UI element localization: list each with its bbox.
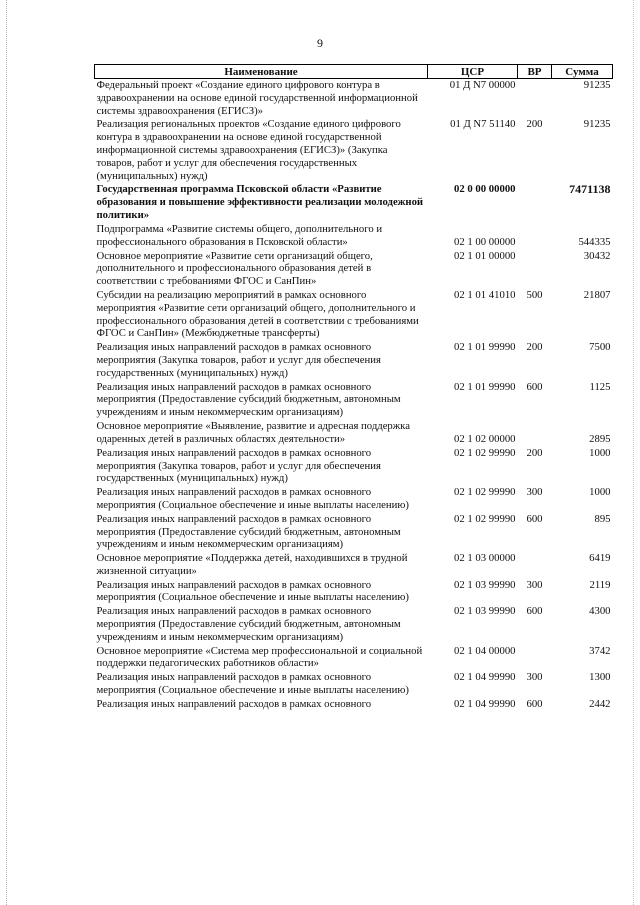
table-row [95, 698, 613, 712]
cell-name: Основное мероприятие «Поддержка детей, находившихся в трудной жизненной ситуации» [96, 552, 408, 577]
scan-edge-right [633, 0, 634, 905]
cell-csr: 02 1 04 99990 [454, 697, 516, 710]
table-row [95, 118, 613, 183]
table-row [95, 579, 613, 606]
cell-csr: 02 1 01 99990 [454, 380, 516, 393]
header-csr: ЦСР [428, 65, 518, 79]
table-row [95, 341, 613, 380]
table-row [95, 645, 613, 672]
cell-vr: 300 [526, 578, 543, 591]
cell-name: Реализация иных направлений расходов в рамках основного мероприятия (Предоставление субсидий бюджетным, автономным учреждениям и иным некоммерческим организациям) [96, 605, 401, 643]
scan-edge-left [6, 0, 7, 905]
header-sum: Сумма [552, 65, 613, 79]
cell-name: Реализация иных направлений расходов в рамках основного мероприятия (Закупка товаров, работ и услуг для обеспечения государственных (муниципальных) нужд) [96, 446, 381, 485]
cell-vr: 600 [526, 380, 543, 393]
cell-vr: 600 [526, 512, 543, 525]
table-row [95, 486, 613, 513]
cell-vr: 200 [526, 341, 543, 354]
table-row [95, 289, 613, 341]
cell-vr [518, 552, 552, 579]
cell-vr [518, 223, 552, 250]
cell-name: Основное мероприятие «Выявление, развитие и адресная поддержка одаренных детей в различных областях деятельности» [96, 419, 410, 445]
table-row [95, 605, 613, 644]
cell-csr: 02 1 03 00000 [454, 552, 516, 565]
table-row [95, 250, 613, 289]
cell-sum: 1300 [589, 671, 611, 684]
cell-sum: 544335 [578, 235, 611, 248]
cell-vr [518, 645, 552, 672]
cell-name: Реализация иных направлений расходов в рамках основного мероприятия (Предоставление субсидий бюджетным, автономным учреждениям и иным некоммерческим организациям) [96, 380, 401, 419]
budget-table [94, 64, 613, 712]
cell-sum: 2895 [589, 432, 611, 445]
header-vr: ВР [518, 65, 552, 79]
cell-vr: 200 [526, 118, 543, 131]
cell-sum: 1125 [589, 380, 611, 393]
cell-name: Реализация региональных проектов «Создание единого цифрового контура в здравоохранении на основе единой государственной информационной системы здравоохранения (ЕГИСЗ)» (Закупка товаров, работ и услуг для обеспечения государственных (муниципальных) нужд) [96, 118, 401, 182]
cell-name: Субсидии на реализацию мероприятий в рамках основного мероприятия «Развитие сети организаций общего, дополнительного и профессионального образования детей в соответствии с требованиями ФГОС и СанПин» (Межбюджетные трансферты) [96, 288, 419, 340]
cell-vr: 300 [526, 486, 543, 499]
cell-csr: 02 1 00 00000 [454, 235, 516, 248]
table-row [95, 552, 613, 579]
table-row [95, 671, 613, 698]
cell-name: Реализация иных направлений расходов в рамках основного мероприятия (Предоставление субсидий бюджетным, автономным учреждениям и иным некоммерческим организациям) [96, 512, 401, 551]
cell-name: Реализация иных направлений расходов в рамках основного мероприятия (Социальное обеспечение и иные выплаты населению) [96, 671, 409, 697]
cell-sum: 2119 [589, 578, 611, 591]
page-number: 9 [317, 36, 323, 50]
cell-vr: 300 [526, 671, 543, 684]
cell-sum: 7471138 [569, 182, 611, 197]
table-body [95, 79, 613, 712]
cell-name: Реализация иных направлений расходов в рамках основного мероприятия (Закупка товаров, работ и услуг для обеспечения государственных (муниципальных) нужд) [96, 341, 381, 379]
cell-vr [518, 250, 552, 289]
cell-sum: 1000 [589, 446, 611, 459]
cell-csr: 02 1 03 99990 [454, 605, 516, 618]
cell-vr [518, 79, 552, 119]
cell-sum: 6419 [589, 552, 611, 565]
header-name: Наименование [95, 65, 428, 79]
table-row [95, 223, 613, 250]
cell-csr: 02 0 00 00000 [454, 183, 516, 196]
cell-name: Основное мероприятие «Развитие сети организаций общего, дополнительного и профессионального образования детей в соответствии с требованиями ФГОС и СанПин» [96, 249, 373, 288]
table-row [95, 447, 613, 486]
cell-vr [518, 420, 552, 447]
table-row [95, 79, 613, 119]
cell-sum: 21807 [583, 288, 611, 301]
cell-vr: 600 [526, 605, 543, 618]
cell-sum: 91235 [583, 118, 611, 131]
cell-csr: 01 Д N7 51140 [450, 118, 516, 131]
cell-sum: 895 [594, 512, 611, 525]
cell-vr [518, 183, 552, 222]
cell-csr: 02 1 02 99990 [454, 486, 516, 499]
cell-csr: 02 1 01 00000 [454, 249, 516, 262]
table-row [95, 381, 613, 420]
cell-csr: 02 1 02 99990 [454, 446, 516, 459]
table-row [95, 420, 613, 447]
cell-csr: 02 1 04 00000 [454, 644, 516, 657]
cell-sum: 2442 [589, 697, 611, 710]
cell-csr: 02 1 03 99990 [454, 578, 516, 591]
cell-sum: 7500 [589, 341, 611, 354]
cell-sum: 3742 [589, 644, 611, 657]
cell-vr: 600 [526, 697, 543, 710]
table-header-row [95, 65, 613, 79]
cell-csr: 02 1 02 99990 [454, 512, 516, 525]
cell-name: Реализация иных направлений расходов в рамках основного [96, 697, 372, 710]
cell-name: Основное мероприятие «Система мер профессиональной и социальной поддержки педагогических работников области» [96, 644, 423, 670]
cell-name: Подпрограмма «Развитие системы общего, дополнительного и профессионального образования в Псковской области» [96, 222, 383, 248]
cell-csr: 02 1 01 99990 [454, 341, 516, 354]
cell-sum: 30432 [583, 249, 611, 262]
cell-vr: 500 [526, 288, 543, 301]
cell-csr: 02 1 04 99990 [454, 671, 516, 684]
cell-csr: 01 Д N7 00000 [449, 79, 516, 91]
cell-name: Реализация иных направлений расходов в рамках основного мероприятия (Социальное обеспечение и иные выплаты населению) [96, 486, 409, 511]
cell-name: Реализация иных направлений расходов в рамках основного мероприятия (Социальное обеспечение и иные выплаты населению) [96, 578, 409, 604]
cell-sum: 4300 [589, 605, 611, 618]
table-row [95, 513, 613, 552]
cell-name: Федеральный проект «Создание единого цифрового контура в здравоохранении на основе единой государственной информационной системы здравоохранения (ЕГИСЗ)» [96, 79, 418, 117]
cell-csr: 02 1 01 41010 [454, 288, 516, 301]
cell-csr: 02 1 02 00000 [454, 432, 516, 445]
cell-vr: 200 [526, 446, 543, 459]
cell-name: Государственная программа Псковской области «Развитие образования и повышение эффективности реализации молодежной политики» [96, 183, 424, 221]
cell-sum: 91235 [583, 79, 611, 91]
table-row [95, 183, 613, 222]
cell-sum: 1000 [589, 486, 611, 499]
